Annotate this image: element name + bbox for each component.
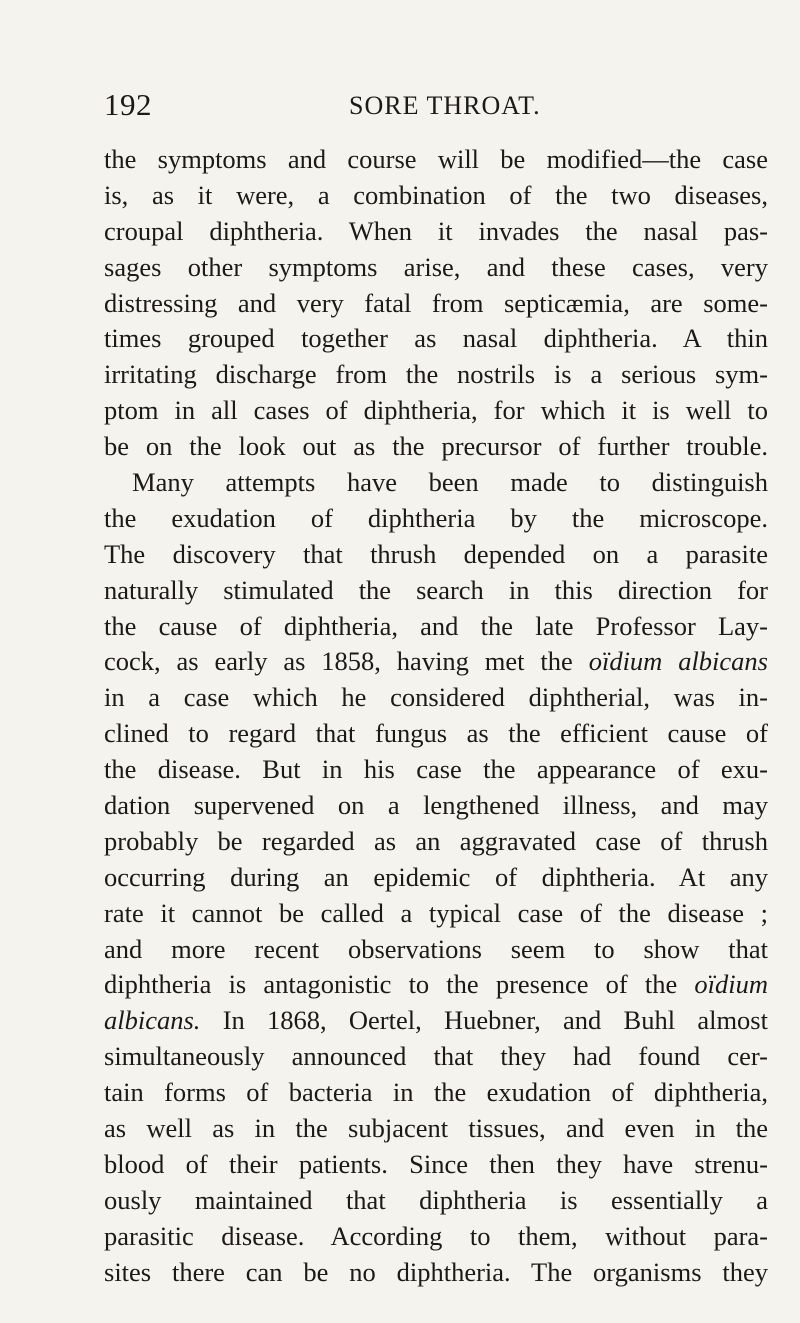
body-text xyxy=(104,142,768,1291)
text-line: and more recent observations seem to show that xyxy=(104,933,768,964)
text-line: ously maintained that diphtheria is essentially a xyxy=(104,1184,768,1215)
text-line: naturally stimulated the search in this direction for xyxy=(104,574,768,605)
text-line xyxy=(104,1003,768,1039)
text-line: sages other symptoms arise, and these cases, very xyxy=(104,251,768,282)
text-line: simultaneously announced that they had found cer- xyxy=(104,1041,768,1072)
text-run: In 1868, Oertel, Huebner, and Buhl almost xyxy=(200,1005,768,1036)
text-line: dation supervened on a lengthened illness, and may xyxy=(104,790,768,821)
text-line: parasitic disease. According to them, without para- xyxy=(104,1220,768,1251)
italic-term: oïdium albicans xyxy=(588,646,768,677)
text-line: times grouped together as nasal diphtheria. A thin xyxy=(104,323,768,354)
text-line: in a case which he considered diphtherial, was in- xyxy=(104,682,768,713)
page-number: 192 xyxy=(104,87,152,122)
text-line: croupal diphtheria. When it invades the nasal pas- xyxy=(104,215,768,246)
italic-term: oïdium xyxy=(694,969,768,1000)
text-line: sites there can be no diphtheria. The organisms they xyxy=(104,1256,768,1287)
text-line: irritating discharge from the nostrils is a serious sym- xyxy=(104,359,768,390)
text-line: clined to regard that fungus as the efficient cause of xyxy=(104,718,768,749)
text-line: the exudation of diphtheria by the microscope. xyxy=(104,502,768,533)
text-line: ptom in all cases of diphtheria, for which it is well to xyxy=(104,395,768,426)
text-line: Many attempts have been made to distinguish xyxy=(132,467,768,498)
text-line: as well as in the subjacent tissues, and even in the xyxy=(104,1113,768,1144)
text-line: probably be regarded as an aggravated case of thrush xyxy=(104,825,768,856)
text-line: occurring during an epidemic of diphtheria. At any xyxy=(104,861,768,892)
text-line: rate it cannot be called a typical case of the disease ; xyxy=(104,897,768,928)
text-line: tain forms of bacteria in the exudation of diphtheria, xyxy=(104,1077,768,1108)
text-line: distressing and very fatal from septicæmia, are some- xyxy=(104,287,768,318)
running-head xyxy=(104,88,744,128)
text-line xyxy=(104,967,768,1003)
text-run: diphtheria is antagonistic to the presence of the xyxy=(104,969,695,1000)
text-line: blood of their patients. Since then they have strenu- xyxy=(104,1148,768,1179)
text-line: is, as it were, a combination of the two diseases, xyxy=(104,179,768,210)
running-title: SORE THROAT. xyxy=(349,91,541,120)
text-line: The discovery that thrush depended on a parasite xyxy=(104,538,768,569)
text-line: the symptoms and course will be modified—the case xyxy=(104,144,768,174)
text-line: the disease. But in his case the appearance of exu- xyxy=(104,754,768,785)
italic-term: albicans. xyxy=(104,1005,201,1036)
text-line: the cause of diphtheria, and the late Professor Lay- xyxy=(104,610,768,641)
text-line xyxy=(104,644,768,680)
text-run: cock, as early as 1858, having met the xyxy=(104,646,589,677)
text-line: be on the look out as the precursor of further trouble. xyxy=(104,431,768,462)
